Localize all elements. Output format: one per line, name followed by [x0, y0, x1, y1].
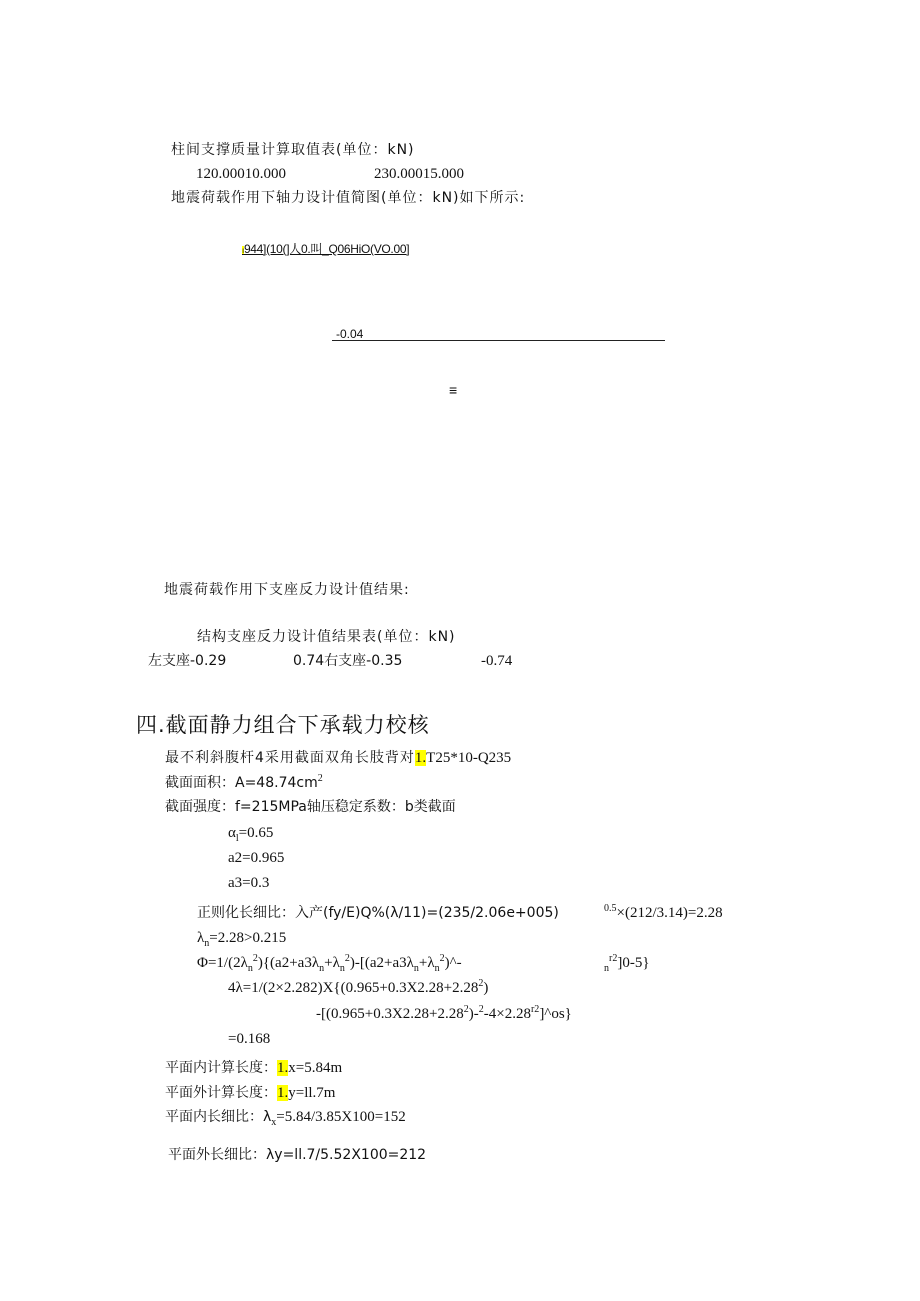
reactions-value-a [293, 652, 402, 670]
diagram-top-label [242, 242, 409, 258]
lambda-y-line [168, 1146, 426, 1164]
alpha1-line [228, 824, 273, 842]
lx-line [165, 1059, 342, 1077]
phi1-sub4: n [413, 963, 419, 974]
alpha1-sub: l [235, 833, 239, 844]
phi1-right-sub: n [604, 963, 609, 974]
phi1-c: +λ [324, 955, 340, 971]
phi1-e: +λ [418, 955, 435, 971]
ly-label: 平面外计算长度： [165, 1085, 277, 1101]
left-support-label: 左支座-0.29 [148, 653, 227, 669]
table1-row-left: 120.00010.000 [196, 166, 286, 182]
alpha1-value: =0.65 [238, 825, 274, 841]
ly-value: y=ll.7m [288, 1085, 336, 1101]
lambda-x-line [165, 1108, 406, 1126]
diagram-mid-label: -0.04 [336, 327, 364, 341]
table1-title: 柱间支撑质量计算取值表(单位：kN) [171, 142, 415, 158]
slenderness-text: 正则化长细比：入产(fy/E)Q%(λ/11)=(235/2.06e+005) [197, 905, 559, 921]
slenderness-left [197, 904, 559, 922]
phi-line-1-right [604, 954, 650, 972]
diagram-member-line [332, 340, 665, 341]
ly-mark: 1. [277, 1085, 289, 1101]
phi2-a: 4λ=1/(2×2.282)X{(0.965+0.3X2.28+2.28 [228, 980, 479, 996]
highlight-marker: ı [242, 246, 244, 255]
phi1-sub1: n [247, 963, 253, 974]
lx-value: x=5.84m [288, 1060, 343, 1076]
alpha2-line: a2=0.965 [228, 850, 285, 866]
reactions-intro: 地震荷载作用下支座反力设计值结果: [164, 582, 410, 598]
phi3-sup2: 2 [478, 1004, 484, 1015]
phi2-b: ) [483, 980, 489, 996]
lambda-x-value: =5.84/3.85X100=152 [276, 1109, 406, 1125]
area-exp: 2 [317, 773, 323, 784]
diagram-caption: 地震荷载作用下轴力设计值简图(单位：kN)如下所示: [171, 190, 526, 206]
phi-result: =0.168 [228, 1031, 271, 1047]
phi1-sub2: n [319, 963, 325, 974]
reactions-table-title: 结构支座反力设计值结果表(单位：kN) [197, 629, 456, 645]
phi2-sup: 2 [478, 978, 484, 989]
member-line [165, 749, 511, 767]
lambda-rest: =2.28>0.215 [209, 930, 287, 946]
area-line [165, 774, 323, 792]
lx-mark: 1. [277, 1060, 289, 1076]
phi1-sup1: 2 [252, 953, 258, 964]
alpha1-symbol: α [228, 825, 236, 841]
member-suffix: T25*10-Q235 [426, 750, 512, 766]
phi1-right-sup: r2 [609, 953, 618, 964]
phi-line-2 [228, 979, 488, 997]
strength-text: 截面强度：f=215MPa轴压稳定系数：b类截面 [165, 799, 456, 815]
member-prefix: 最不利斜腹杆4采用截面双角长肢背对 [165, 750, 415, 766]
lambda-x-sub: x [271, 1117, 277, 1128]
phi1-sup3: 2 [344, 953, 350, 964]
diagram-symbol: ≡ [449, 382, 458, 398]
phi-line-1 [197, 954, 462, 972]
lambda-y-text: 平面外长细比：λy=ll.7/5.52X100=212 [168, 1147, 427, 1163]
phi-line-3 [316, 1005, 572, 1023]
lambda-x-label: 平面内长细比：λ [165, 1109, 272, 1125]
phi3-b: )- [468, 1006, 479, 1022]
phi1-d: )-[(a2+a3λ [349, 955, 414, 971]
lambda-symbol: λ [197, 930, 205, 946]
phi1-sup5: 2 [439, 953, 445, 964]
phi1-sub3: n [339, 963, 345, 974]
alpha3-line: a3=0.3 [228, 875, 270, 891]
slenderness-exp: 0.5 [604, 903, 617, 914]
reactions-left-support [148, 652, 226, 670]
slenderness-right [604, 904, 723, 922]
phi1-sub5: n [434, 963, 440, 974]
phi3-d: ]^os} [539, 1006, 572, 1022]
section4-heading: 四.截面静力组合下承载力校核 [136, 713, 430, 737]
slenderness-right-text: ×(212/3.14)=2.28 [616, 905, 723, 921]
area-text: 截面面积：A=48.74cm [165, 775, 318, 791]
reactions-value-b: -0.74 [481, 653, 513, 669]
diagram-top-label-text: 944](10(]人0.叫_Q06HiO(VO.00] [243, 242, 410, 256]
table1-row-right: 230.00015.000 [374, 166, 464, 182]
phi3-sup1: 2 [463, 1004, 469, 1015]
phi3-c: -4×2.28 [483, 1006, 531, 1022]
phi1-b: ){(a2+a3λ [257, 955, 320, 971]
lx-label: 平面内计算长度： [165, 1060, 277, 1076]
member-mark: 1. [414, 750, 427, 766]
ly-line [165, 1084, 335, 1102]
phi1-a: Φ=1/(2λ [197, 955, 248, 971]
phi1-right: ]0-5} [617, 955, 650, 971]
lambda-sub: n [204, 938, 210, 949]
phi1-f: )^- [444, 955, 462, 971]
phi3-sup3: r2 [530, 1004, 540, 1015]
lambda-n-line [197, 929, 286, 947]
phi3-a: -[(0.965+0.3X2.28+2.28 [316, 1006, 464, 1022]
strength-line [165, 798, 456, 816]
value-a-text: 0.74右支座-0.35 [293, 653, 403, 669]
